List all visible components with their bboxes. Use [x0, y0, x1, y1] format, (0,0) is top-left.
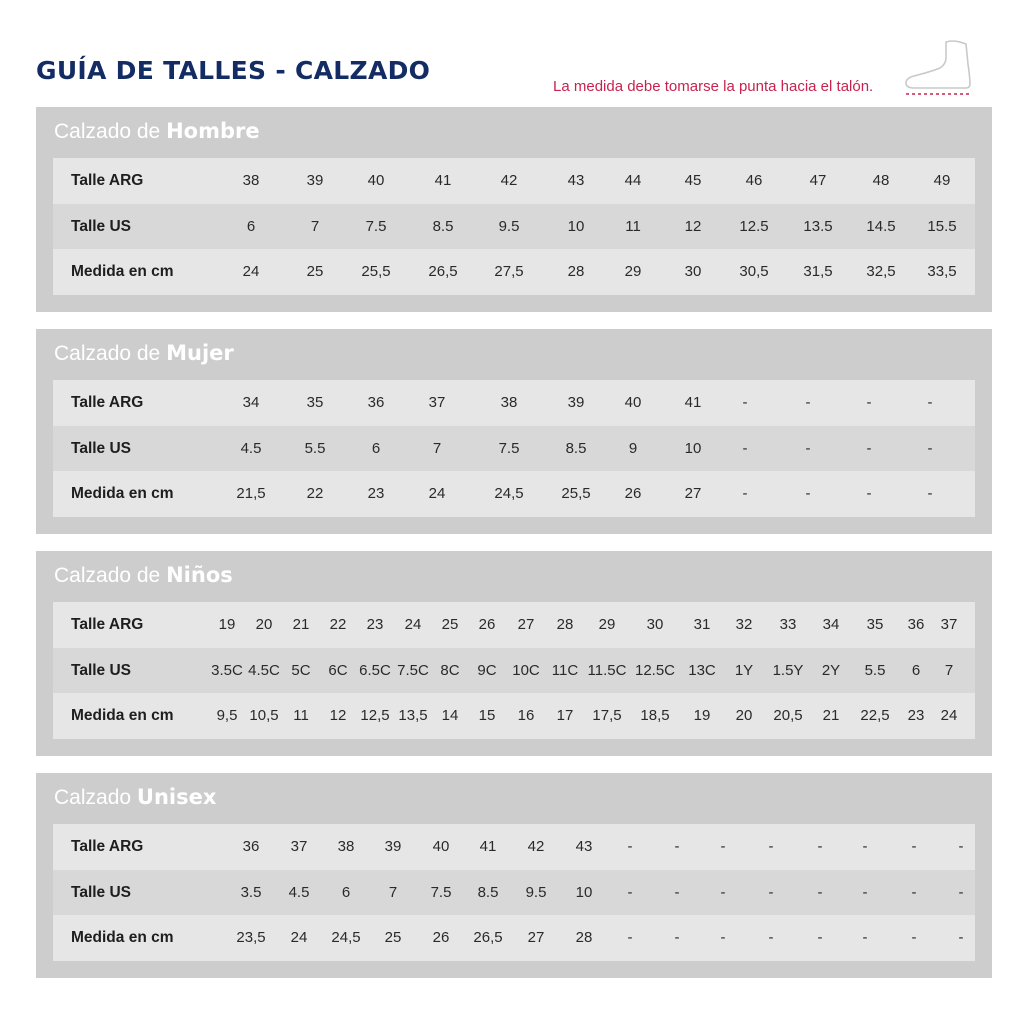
table-cell: 33 — [779, 616, 797, 633]
section-mujer — [36, 329, 992, 534]
table-cell: - — [720, 883, 726, 901]
table-cell: 26 — [478, 616, 496, 633]
row-label: Talle US — [71, 883, 132, 901]
table-cell: 24 — [404, 616, 422, 633]
table-cell: - — [817, 883, 823, 901]
table-cell: - — [927, 485, 933, 502]
table-cell: 7.5 — [430, 883, 452, 901]
section-niños — [36, 551, 992, 756]
table-cell: 35 — [306, 394, 324, 411]
table-cell: 38 — [242, 172, 260, 189]
table-cell: 5C — [291, 661, 311, 679]
talle-us-row — [53, 870, 975, 916]
table-cell: 30,5 — [739, 263, 769, 280]
medida-cm-row — [53, 693, 975, 739]
table-cell: 1Y — [734, 661, 754, 679]
table-cell: 25,5 — [561, 485, 591, 502]
table-cell: 6 — [911, 661, 921, 679]
table-cell: - — [805, 439, 811, 457]
table-cell: - — [627, 838, 633, 855]
table-cell: - — [627, 929, 633, 946]
table-cell: 29 — [598, 616, 616, 633]
table-cell: 7 — [310, 217, 320, 235]
section-title — [54, 341, 234, 366]
table-cell: 13.5 — [803, 217, 833, 235]
table-cell: 26 — [624, 485, 642, 502]
table-cell: 7 — [944, 661, 954, 679]
section-title — [54, 785, 216, 810]
table-cell: 24,5 — [331, 929, 361, 946]
table-cell: - — [862, 838, 868, 855]
table-cell: 48 — [872, 172, 890, 189]
row-label: Medida en cm — [71, 929, 174, 946]
table-cell: 5.5 — [864, 661, 886, 679]
table-cell: 25 — [306, 263, 324, 280]
table-cell: 24,5 — [494, 485, 524, 502]
table-cell: 21,5 — [236, 485, 266, 502]
table-cell: 25,5 — [361, 263, 391, 280]
table-cell: 45 — [684, 172, 702, 189]
table-cell: - — [866, 394, 872, 411]
table-cell: 15 — [478, 707, 496, 724]
table-cell: - — [958, 883, 964, 901]
table-cell: 30 — [684, 263, 702, 280]
table-cell: 41 — [434, 172, 452, 189]
table-cell: 27 — [527, 929, 545, 946]
table-cell: - — [805, 394, 811, 411]
row-label: Talle US — [71, 661, 132, 679]
table-cell: 10C — [512, 661, 540, 679]
table-cell: 10,5 — [249, 707, 279, 724]
table-cell: 11 — [293, 707, 309, 724]
talle-us-row — [53, 426, 975, 472]
table-cell: 8.5 — [477, 883, 499, 901]
talle-arg-row — [53, 158, 975, 204]
table-cell: - — [674, 929, 680, 946]
table-cell: 4.5C — [248, 661, 280, 679]
medida-cm-row — [53, 915, 975, 961]
row-label: Medida en cm — [71, 707, 174, 724]
section-title-prefix: Calzado de — [54, 120, 161, 143]
table-cell: 37 — [290, 838, 308, 855]
table-cell: 9.5 — [498, 217, 520, 235]
table-cell: 12 — [684, 217, 702, 235]
table-cell: 41 — [684, 394, 702, 411]
table-cell: - — [927, 439, 933, 457]
table-cell: - — [866, 439, 872, 457]
table-cell: 7 — [432, 439, 442, 457]
table-cell: - — [911, 838, 917, 855]
foot-measure-icon — [900, 38, 976, 98]
talle-arg-row — [53, 602, 975, 648]
table-cell: 42 — [527, 838, 545, 855]
table-cell: 23 — [366, 616, 384, 633]
table-cell: 11.5C — [587, 661, 627, 679]
table-cell: 46 — [745, 172, 763, 189]
table-cell: 29 — [624, 263, 642, 280]
table-cell: 42 — [500, 172, 518, 189]
table-cell: 7.5 — [365, 217, 387, 235]
row-label: Talle US — [71, 217, 132, 235]
medida-cm-row — [53, 249, 975, 295]
table-cell: 19 — [693, 707, 711, 724]
section-title — [54, 563, 233, 588]
row-label: Talle ARG — [71, 616, 144, 633]
table-cell: 20,5 — [773, 707, 803, 724]
table-cell: 11C — [551, 661, 579, 679]
talle-arg-row — [53, 824, 975, 870]
table-cell: 40 — [367, 172, 385, 189]
table-cell: 10 — [575, 883, 593, 901]
table-cell: 30 — [646, 616, 664, 633]
table-cell: 6 — [341, 883, 351, 901]
table-cell: 8.5 — [565, 439, 587, 457]
table-cell: 40 — [624, 394, 642, 411]
size-table — [53, 602, 975, 739]
table-cell: 39 — [567, 394, 585, 411]
table-cell: 14 — [441, 707, 459, 724]
table-cell: 18,5 — [640, 707, 670, 724]
table-cell: - — [674, 883, 680, 901]
table-cell: - — [742, 439, 748, 457]
table-cell: 41 — [479, 838, 497, 855]
section-hombre — [36, 107, 992, 312]
table-cell: 24 — [242, 263, 260, 280]
table-cell: 26,5 — [428, 263, 458, 280]
row-label: Talle ARG — [71, 172, 144, 189]
table-cell: - — [817, 929, 823, 946]
table-cell: 28 — [575, 929, 593, 946]
table-cell: 23,5 — [236, 929, 266, 946]
table-cell: 14.5 — [866, 217, 896, 235]
table-cell: - — [674, 838, 680, 855]
table-cell: 16 — [517, 707, 535, 724]
table-cell: 10 — [684, 439, 702, 457]
table-cell: 9C — [477, 661, 497, 679]
table-cell: 28 — [556, 616, 574, 633]
table-cell: 8.5 — [432, 217, 454, 235]
table-cell: 21 — [822, 707, 840, 724]
table-cell: 35 — [866, 616, 884, 633]
table-cell: - — [627, 883, 633, 901]
table-cell: 1.5Y — [772, 661, 804, 679]
section-title-prefix: Calzado de — [54, 342, 161, 365]
table-cell: - — [720, 929, 726, 946]
section-unisex — [36, 773, 992, 978]
talle-us-row — [53, 648, 975, 694]
table-cell: 6C — [328, 661, 348, 679]
table-cell: 43 — [567, 172, 585, 189]
table-cell: 6.5C — [359, 661, 391, 679]
table-cell: - — [958, 838, 964, 855]
size-table — [53, 824, 975, 961]
table-cell: 10 — [567, 217, 585, 235]
table-cell: 23 — [367, 485, 385, 502]
table-cell: 12,5 — [360, 707, 390, 724]
table-cell: 17,5 — [592, 707, 622, 724]
table-cell: - — [958, 929, 964, 946]
table-cell: 36 — [907, 616, 925, 633]
table-cell: 12.5 — [739, 217, 769, 235]
table-cell: 22 — [329, 616, 347, 633]
table-cell: 34 — [822, 616, 840, 633]
section-title-category: Hombre — [166, 119, 260, 143]
row-label: Medida en cm — [71, 485, 174, 502]
table-cell: 44 — [624, 172, 642, 189]
table-cell: 23 — [907, 707, 925, 724]
table-cell: 32,5 — [866, 263, 896, 280]
table-cell: - — [866, 485, 872, 502]
table-cell: - — [862, 929, 868, 946]
table-cell: 9.5 — [525, 883, 547, 901]
talle-arg-row — [53, 380, 975, 426]
table-cell: 19 — [218, 616, 236, 633]
table-cell: 39 — [384, 838, 402, 855]
table-cell: 38 — [500, 394, 518, 411]
table-cell: - — [768, 883, 774, 901]
table-cell: 25 — [441, 616, 459, 633]
table-cell: 28 — [567, 263, 585, 280]
table-cell: 8C — [440, 661, 460, 679]
table-cell: - — [768, 838, 774, 855]
table-cell: 31,5 — [803, 263, 833, 280]
table-cell: 49 — [933, 172, 951, 189]
table-cell: 9 — [628, 439, 638, 457]
table-cell: 34 — [242, 394, 260, 411]
table-cell: 11 — [625, 217, 641, 235]
table-cell: - — [911, 929, 917, 946]
table-cell: 39 — [306, 172, 324, 189]
section-title-prefix: Calzado de — [54, 564, 161, 587]
table-cell: 36 — [242, 838, 260, 855]
table-cell: - — [805, 485, 811, 502]
table-cell: 6 — [371, 439, 381, 457]
table-cell: 12 — [329, 707, 347, 724]
table-cell: 37 — [940, 616, 958, 633]
medida-cm-row — [53, 471, 975, 517]
table-cell: 47 — [809, 172, 827, 189]
table-cell: 24 — [940, 707, 958, 724]
table-cell: - — [742, 485, 748, 502]
table-cell: 22,5 — [860, 707, 890, 724]
table-cell: - — [911, 883, 917, 901]
table-cell: 43 — [575, 838, 593, 855]
table-cell: 31 — [693, 616, 711, 633]
size-table — [53, 380, 975, 517]
table-cell: 3.5 — [240, 883, 262, 901]
table-cell: - — [817, 838, 823, 855]
section-title-prefix: Calzado — [54, 786, 132, 809]
table-cell: 26 — [432, 929, 450, 946]
size-table — [53, 158, 975, 295]
table-cell: - — [720, 838, 726, 855]
section-title-category: Unisex — [136, 785, 217, 809]
section-title-category: Mujer — [166, 341, 234, 365]
table-cell: 5.5 — [304, 439, 326, 457]
table-cell: 9,5 — [216, 707, 238, 724]
table-cell: 38 — [337, 838, 355, 855]
table-cell: - — [927, 394, 933, 411]
table-cell: 7.5 — [498, 439, 520, 457]
table-cell: 32 — [735, 616, 753, 633]
table-cell: 26,5 — [473, 929, 503, 946]
table-cell: 7.5C — [397, 661, 429, 679]
row-label: Talle ARG — [71, 838, 144, 855]
row-label: Talle US — [71, 439, 132, 457]
measurement-note: La medida debe tomarse la punta hacia el talón. — [553, 78, 874, 95]
table-cell: 17 — [556, 707, 574, 724]
table-cell: 27 — [684, 485, 702, 502]
table-cell: 22 — [306, 485, 324, 502]
table-cell: 37 — [428, 394, 446, 411]
table-cell: - — [768, 929, 774, 946]
table-cell: 6 — [246, 217, 256, 235]
table-cell: 20 — [255, 616, 273, 633]
table-cell: 40 — [432, 838, 450, 855]
table-cell: 27 — [517, 616, 535, 633]
row-label: Medida en cm — [71, 263, 174, 280]
table-cell: 20 — [735, 707, 753, 724]
table-cell: 24 — [428, 485, 446, 502]
section-title — [54, 119, 260, 144]
table-cell: 25 — [384, 929, 402, 946]
table-cell: 21 — [292, 616, 310, 633]
table-cell: - — [742, 394, 748, 411]
table-cell: - — [862, 883, 868, 901]
table-cell: 3.5C — [211, 661, 243, 679]
table-cell: 7 — [388, 883, 398, 901]
table-cell: 13,5 — [398, 707, 428, 724]
table-cell: 12.5C — [634, 661, 676, 679]
table-cell: 15.5 — [927, 217, 957, 235]
table-cell: 13C — [688, 661, 716, 679]
table-cell: 4.5 — [288, 883, 310, 901]
section-title-category: Niños — [166, 563, 233, 587]
table-cell: 36 — [367, 394, 385, 411]
table-cell: 33,5 — [927, 263, 957, 280]
table-cell: 24 — [290, 929, 308, 946]
table-cell: 27,5 — [494, 263, 524, 280]
row-label: Talle ARG — [71, 394, 144, 411]
table-cell: 2Y — [821, 661, 841, 679]
table-cell: 4.5 — [240, 439, 262, 457]
page-title: GUÍA DE TALLES - CALZADO — [36, 56, 431, 85]
talle-us-row — [53, 204, 975, 250]
